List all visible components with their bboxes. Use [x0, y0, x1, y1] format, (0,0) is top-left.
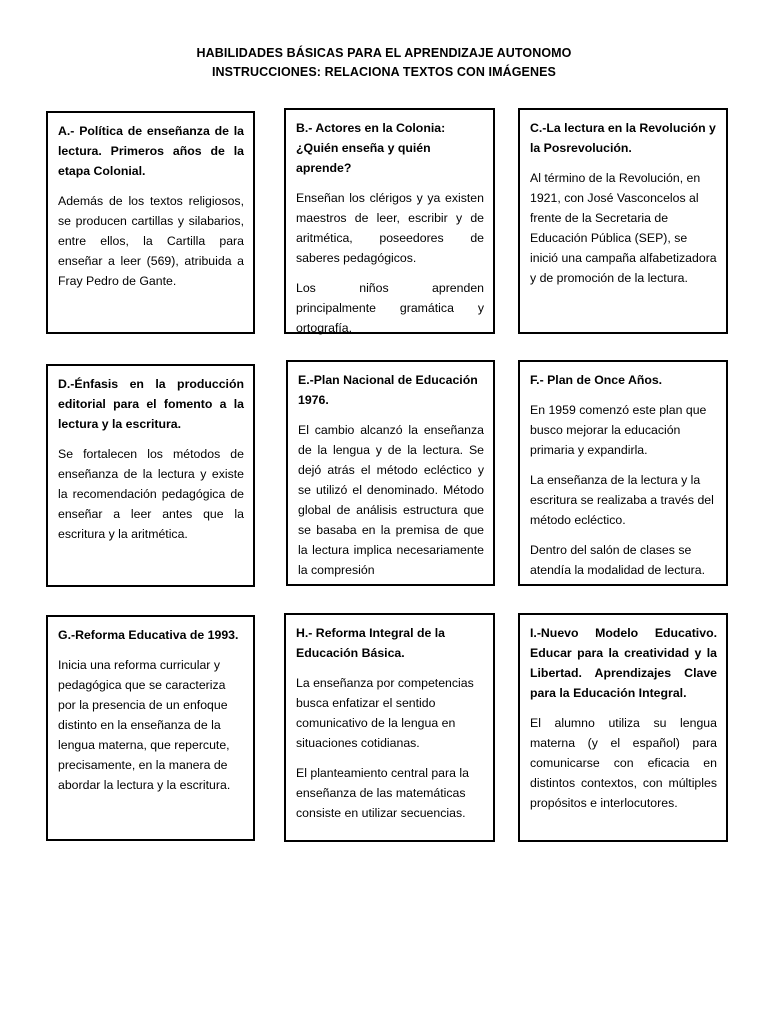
card-c-text-1: Al término de la Revolución, en 1921, con José Vasconcelos al frente de la Secretaria de Educación Pública (SEP), se inició una campaña alfabetizadora y de promoción de la lectura.: [530, 171, 717, 285]
card-g-title: G.-Reforma Educativa de 1993.: [58, 628, 239, 642]
card-a-title: A.- Política de enseñanza de la lectura. Primeros años de la etapa Colonial.: [58, 124, 244, 178]
card-h-text-2: El planteamiento central para la enseñanza de las matemáticas consiste en utilizar secuencias.: [296, 766, 469, 820]
card-h-title: H.- Reforma Integral de la Educación Básica.: [296, 626, 445, 660]
card-i[interactable]: [518, 613, 728, 842]
card-a-text-1: Además de los textos religiosos, se producen cartillas y silabarios, entre ellos, la Cartilla para enseñar a leer (569), atribuida a Fray Pedro de Gante.: [58, 194, 244, 288]
card-d[interactable]: [46, 364, 255, 587]
card-e-title: E.-Plan Nacional de Educación 1976.: [298, 373, 478, 407]
card-f-title: F.- Plan de Once Años.: [530, 373, 663, 387]
card-f-text-2: La enseñanza de la lectura y la escritura se realizaba a través del método ecléctico.: [530, 473, 714, 527]
document-instructions: INSTRUCCIONES: RELACIONA TEXTOS CON IMÁGENES: [211, 65, 556, 79]
card-c[interactable]: [518, 108, 728, 334]
card-a[interactable]: [46, 111, 255, 334]
card-b[interactable]: [284, 108, 495, 334]
card-g-text-1: Inicia una reforma curricular y pedagógica que se caracteriza por la presencia de un enfoque distinto en la enseñanza de la lengua materna, que repercute, precisamente, en la manera de abordar la lectura y la escritura.: [58, 658, 231, 792]
card-h-text-1: La enseñanza por competencias busca enfatizar el sentido comunicativo de la lengua en situaciones cotidianas.: [296, 676, 474, 750]
card-d-text-1: Se fortalecen los métodos de enseñanza de la lectura y existe la recomendación pedagógica de enseñar a leer antes que la escritura y la aritmética.: [58, 447, 244, 541]
document-title: HABILIDADES BÁSICAS PARA EL APRENDIZAJE AUTONOMO: [196, 46, 572, 60]
card-h[interactable]: [284, 613, 495, 842]
card-b-title: B.- Actores en la Colonia:¿Quién enseña y quién aprende?: [296, 121, 446, 175]
card-f[interactable]: [518, 360, 728, 586]
card-g[interactable]: [46, 615, 255, 841]
card-f-text-1: En 1959 comenzó este plan que busco mejorar la educación primaria y expandirla.: [530, 403, 707, 457]
document-header: [0, 44, 768, 82]
card-d-title: D.-Énfasis en la producción editorial para el fomento a la lectura y la escritura.: [58, 377, 244, 431]
card-e-text-1: El cambio alcanzó la enseñanza de la lengua y de la lectura. Se dejó atrás el método ecléctico y se utilizó el denominado. Método global de análisis estructura que se basaba en la premisa de que la lectura implica necesariamente la compresión: [298, 423, 484, 577]
card-c-title: C.-La lectura en la Revolución y la Posrevolución.: [530, 121, 716, 155]
card-f-text-3: Dentro del salón de clases se atendía la modalidad de lectura.: [530, 543, 706, 577]
card-e[interactable]: [286, 360, 495, 586]
card-b-text-2: Los niños aprenden principalmente gramática y ortografía.: [296, 281, 484, 335]
card-b-text-1: Enseñan los clérigos y ya existen maestros de leer, escribir y de aritmética, poseedores de saberes pedagógicos.: [296, 191, 484, 265]
card-i-title: I.-Nuevo Modelo Educativo. Educar para la creatividad y la Libertad. Aprendizajes Clave para la Educación Integral.: [530, 626, 717, 700]
card-i-text-1: El alumno utiliza su lengua materna (y el español) para comunicarse con eficacia en distintos contextos, con múltiples propósitos e interlocutores.: [530, 716, 717, 810]
